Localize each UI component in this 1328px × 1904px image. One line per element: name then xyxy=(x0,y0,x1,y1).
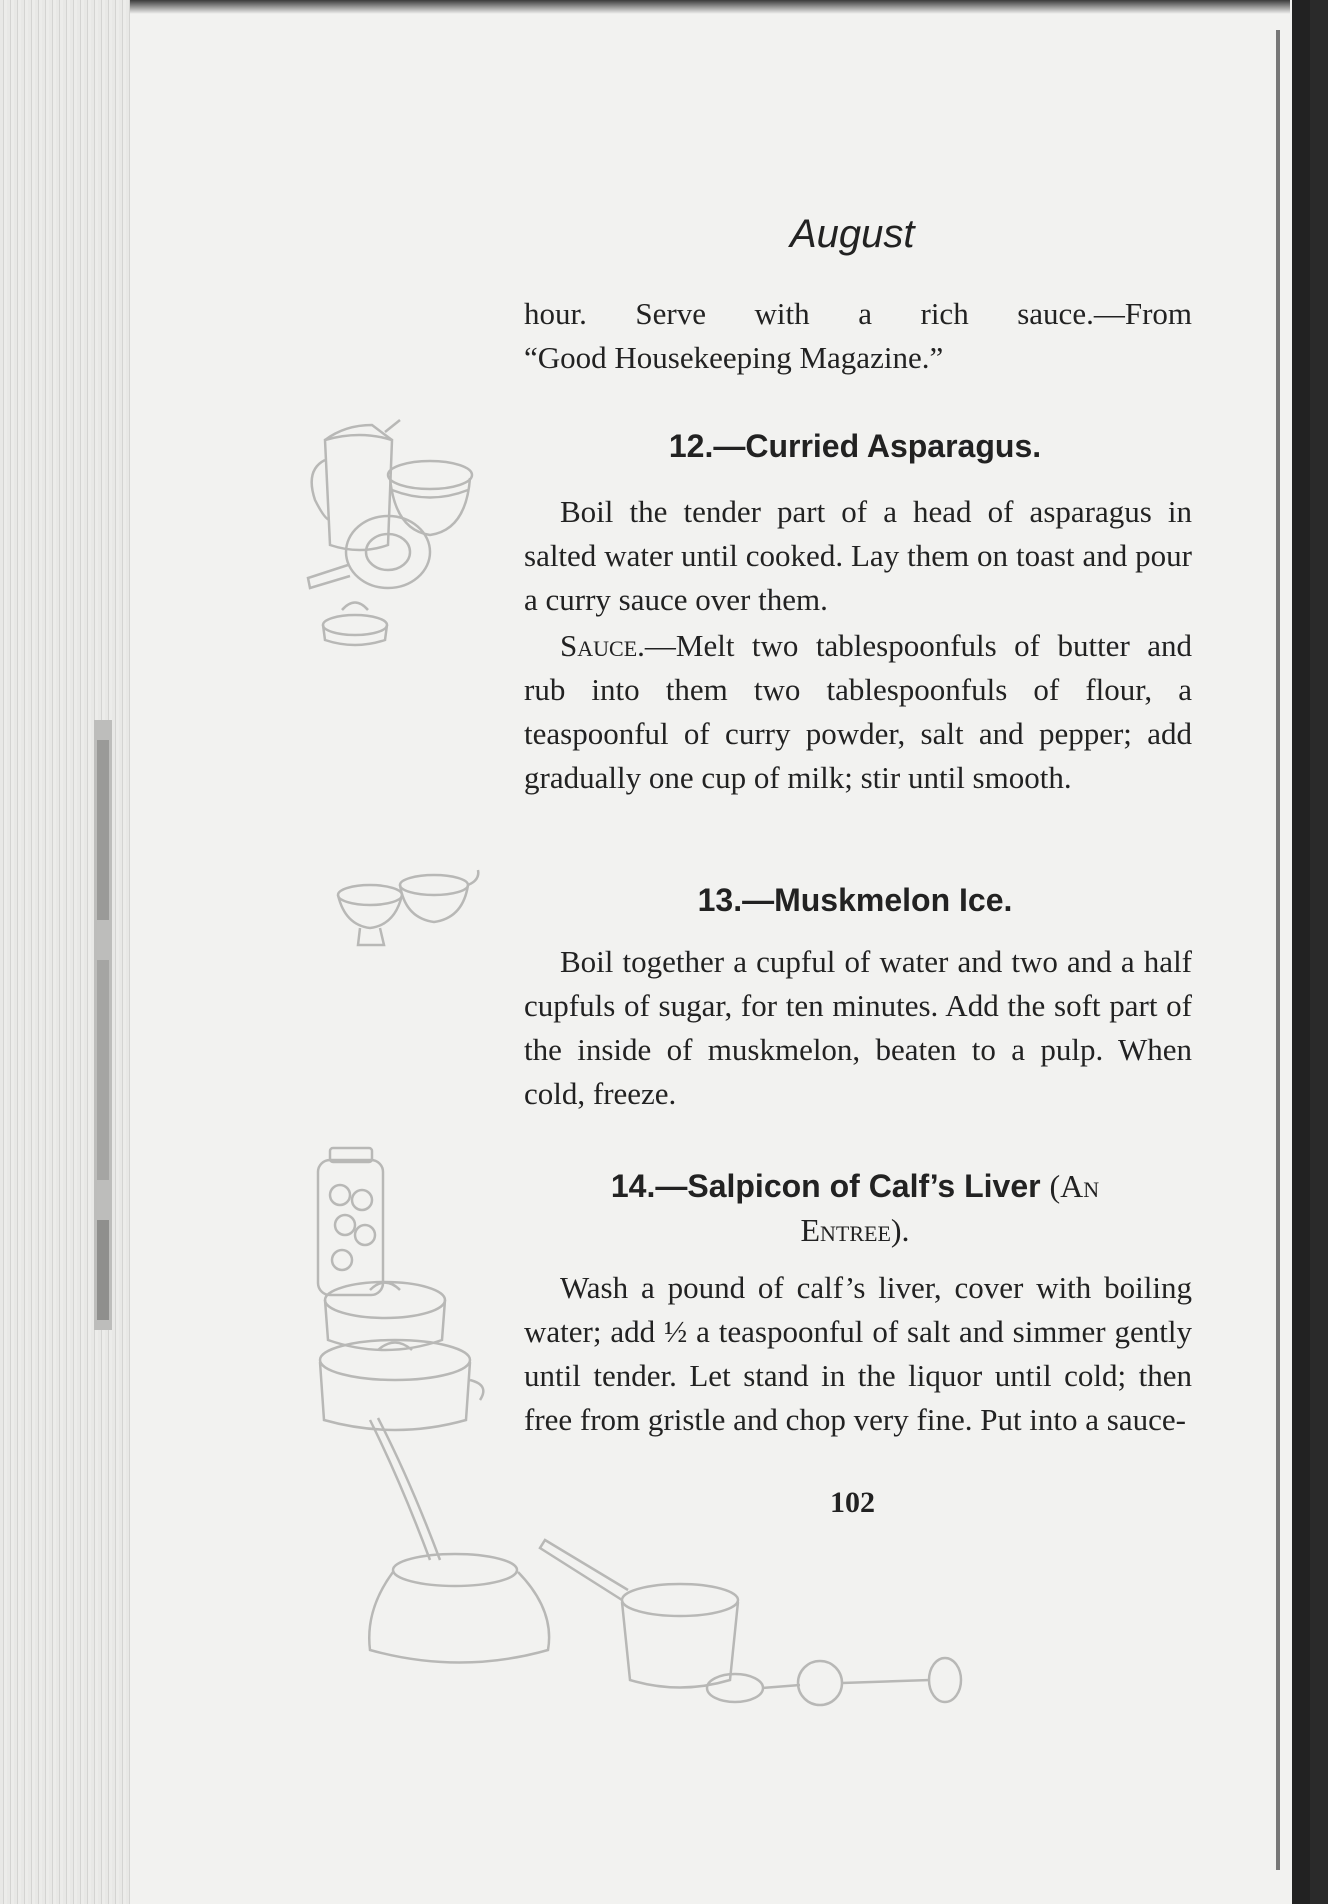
saucepan-drawing xyxy=(540,1540,738,1688)
recipe-14-title xyxy=(520,1164,1190,1252)
recipe-14-title-aside-2: Entree). xyxy=(800,1212,910,1248)
running-head: August xyxy=(790,212,915,256)
intro-line-2: “Good Housekeeping Magazine.” xyxy=(524,340,944,375)
eggbeater-drawing xyxy=(707,1658,961,1705)
intro-line-1: hour. Serve with a rich sauce.—From xyxy=(524,296,1192,331)
cups-drawing xyxy=(338,870,478,945)
recipe-14-body: Wash a pound of calf’s liver, cover with boiling water; add ½ a teaspoonful of salt and simmer gently until tender. Let stand in the liquor until cold; then free from gristle and chop very fine. Put into a sauce- xyxy=(524,1270,1192,1437)
sauce-body: —Melt two tablespoonfuls of butter and rub into them two tablespoonfuls of flour, a teaspoonful of curry powder, salt and pepper; add gradually one cup of milk; stir until smooth. xyxy=(524,628,1192,795)
recipe-12-title: 12.—Curried Asparagus. xyxy=(668,428,1042,464)
jar-drawing xyxy=(318,1148,383,1295)
page-number: 102 xyxy=(830,1486,875,1519)
recipe-13-body: Boil together a cupful of water and two and a half cupfuls of sugar, for ten minutes. Add the soft part of the inside of muskmelon, beaten to a pulp. When cold, freeze. xyxy=(524,944,1192,1111)
recipe-14-title-main: 14.—Salpicon of Calf’s Liver xyxy=(610,1168,1041,1204)
recipe-12-body: Boil the tender part of a head of asparagus in salted water until cooked. Lay them on toast and pour a curry sauce over them. xyxy=(524,494,1192,617)
bowl-drawing xyxy=(388,461,472,535)
lid-drawing xyxy=(323,603,387,646)
ladle-drawing xyxy=(370,1418,440,1560)
recipe-14-title-aside-1: (An xyxy=(1049,1168,1100,1204)
recipe-13-title: 13.—Muskmelon Ice. xyxy=(697,882,1013,918)
sauce-label: Sauce. xyxy=(560,628,645,663)
recipe-12-sauce xyxy=(524,624,1192,800)
pots-drawing xyxy=(320,1282,483,1430)
pan-drawing xyxy=(369,1554,549,1663)
